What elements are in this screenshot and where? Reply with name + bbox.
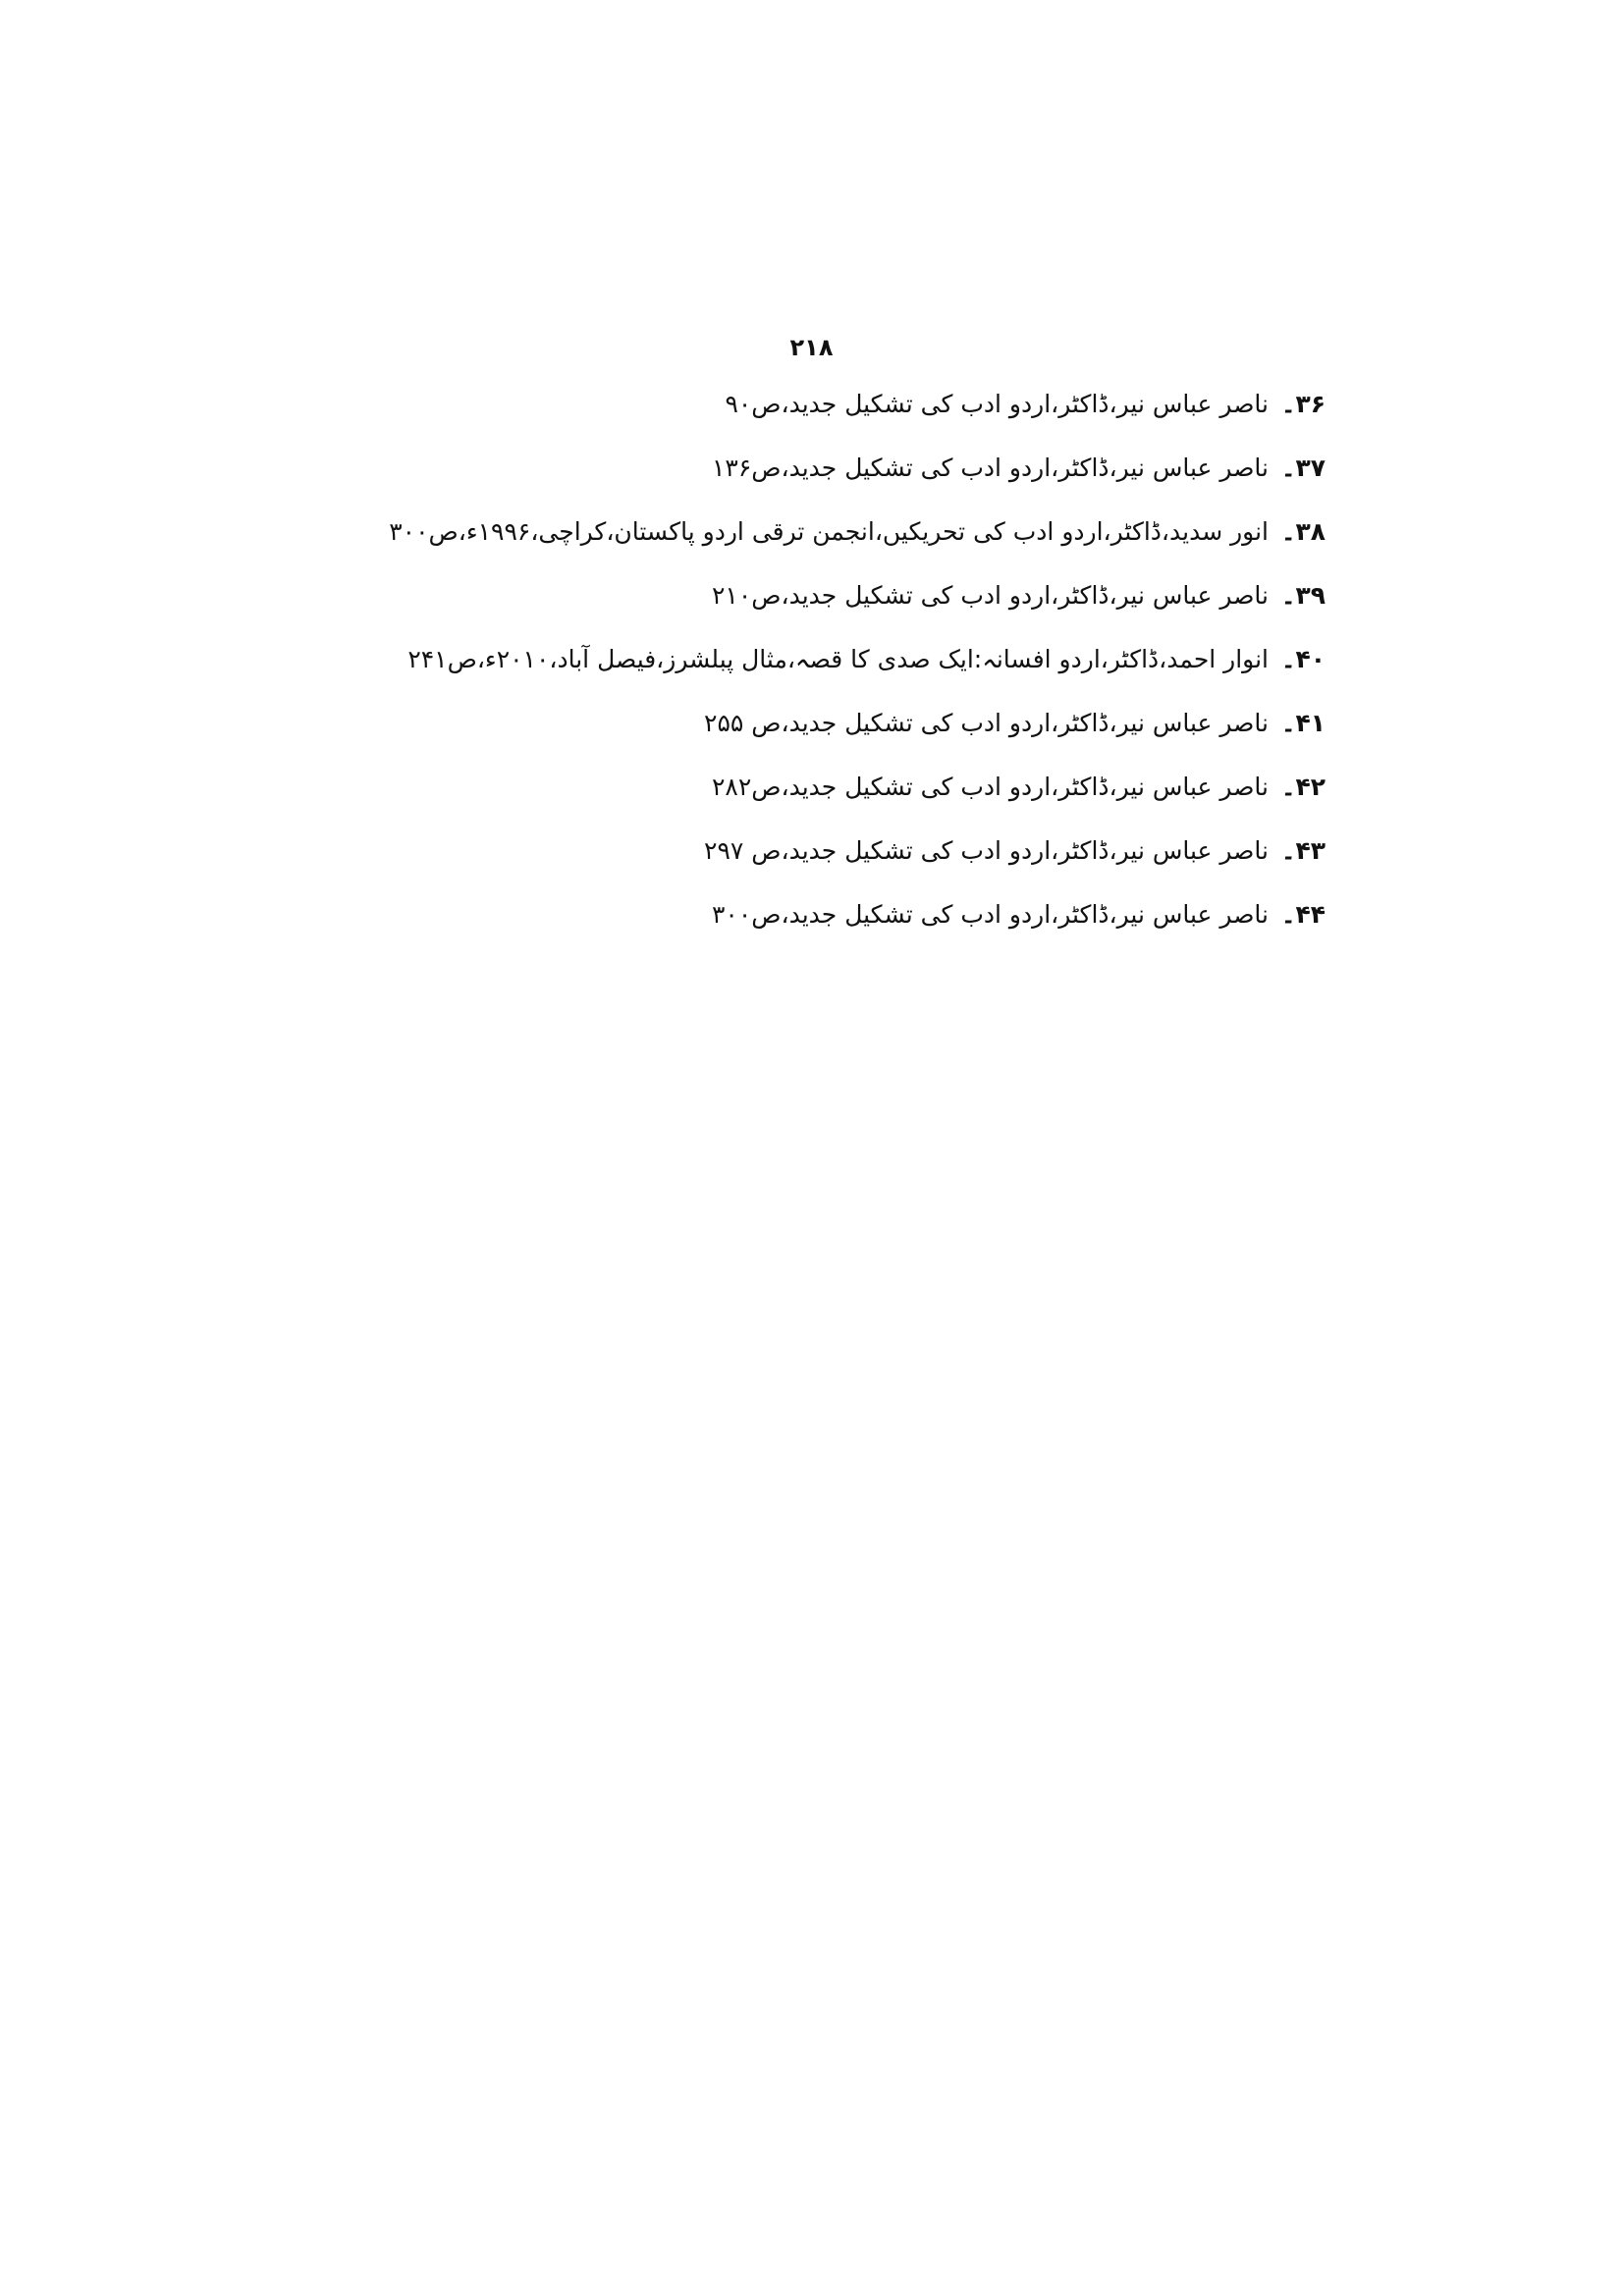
footnote-citation: ناصر عباس نیر،ڈاکٹر،اردو ادب کی تشکیل جدید،ص۳۰۰: [712, 900, 1269, 929]
footnote-citation: ناصر عباس نیر،ڈاکٹر،اردو ادب کی تشکیل جدید،ص ۲۵۵: [704, 709, 1269, 737]
footnote-citation: ناصر عباس نیر،ڈاکٹر،اردو ادب کی تشکیل جدید،ص۲۸۲: [712, 773, 1269, 801]
footnote-39: [29, 574, 1325, 638]
footnote-number: ۳۷۔: [1280, 454, 1325, 482]
footnote-37: [29, 447, 1325, 510]
footnote-number: ۴۳۔: [1280, 836, 1325, 865]
footnote-citation: ناصر عباس نیر،ڈاکٹر،اردو ادب کی تشکیل جدید،ص ۲۹۷: [704, 836, 1269, 865]
footnote-43: [29, 829, 1325, 893]
page-number: ۲۱۸: [789, 334, 834, 361]
footnote-number: ۴۲۔: [1280, 773, 1325, 801]
footnotes-list: [29, 383, 1325, 957]
footnote-42: [29, 766, 1325, 829]
footnote-40: [29, 638, 1325, 702]
footnote-41: [29, 702, 1325, 766]
footnote-number: ۳۶۔: [1280, 390, 1325, 418]
footnote-38: [29, 510, 1325, 574]
footnote-citation: انور سدید،ڈاکٹر،اردو ادب کی تحریکیں،انجمن ترقی اردو پاکستان،کراچی،۱۹۹۶ء،ص۳۰۰: [389, 517, 1269, 546]
footnote-number: ۳۸۔: [1280, 517, 1325, 546]
footnote-44: [29, 893, 1325, 957]
footnote-36: [29, 383, 1325, 447]
footnote-number: ۴۰۔: [1280, 645, 1325, 673]
footnote-citation: ناصر عباس نیر،ڈاکٹر،اردو ادب کی تشکیل جدید،ص۹۰: [725, 390, 1269, 418]
footnote-citation: ناصر عباس نیر،ڈاکٹر،اردو ادب کی تشکیل جدید،ص۲۱۰: [712, 581, 1269, 610]
footnote-citation: انوار احمد،ڈاکٹر،اردو افسانہ:ایک صدی کا قصہ،مثال پبلشرز،فیصل آباد،۲۰۱۰ء،ص۲۴۱: [407, 645, 1269, 673]
footnote-number: ۳۹۔: [1280, 581, 1325, 610]
footnote-citation: ناصر عباس نیر،ڈاکٹر،اردو ادب کی تشکیل جدید،ص۱۳۶: [712, 454, 1269, 482]
footnote-number: ۴۱۔: [1280, 709, 1325, 737]
footnote-number: ۴۴۔: [1280, 900, 1325, 929]
